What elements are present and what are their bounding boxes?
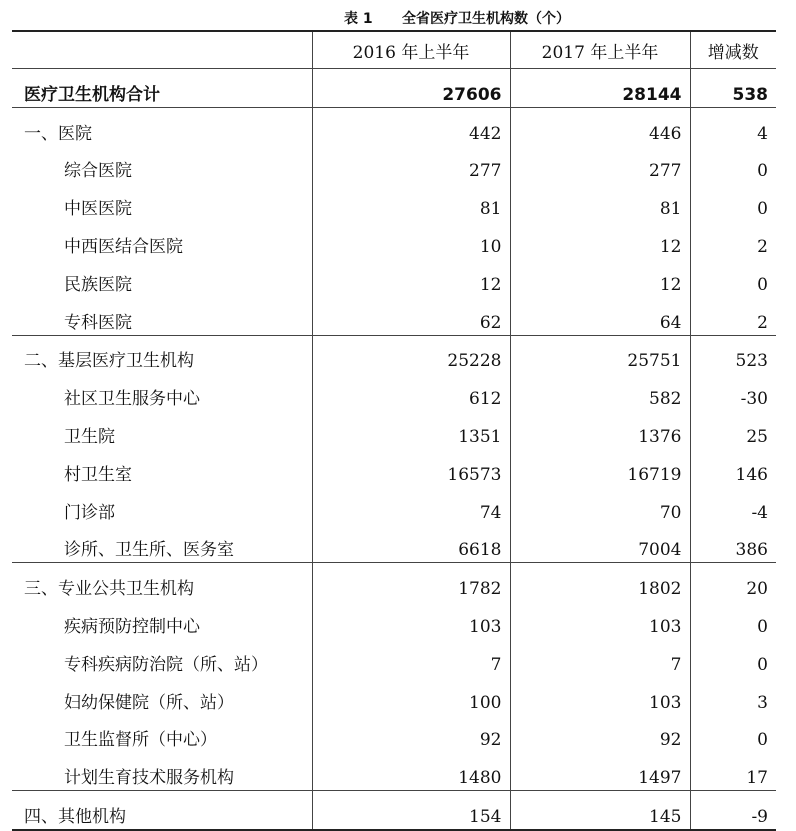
header-row	[12, 31, 776, 69]
row-label: 民族医院	[64, 274, 132, 295]
value-2016: 100	[312, 677, 510, 715]
value-2017: 1802	[510, 563, 690, 601]
row-label: 疾病预防控制中心	[64, 616, 200, 637]
table-row	[12, 221, 776, 259]
table-row	[12, 335, 776, 373]
table-row	[12, 791, 776, 830]
value-2016: 27606	[312, 69, 510, 108]
row-label: 专科医院	[64, 312, 132, 333]
table-row	[12, 525, 776, 563]
table-title: 全省医疗卫生机构数（个）	[402, 11, 570, 27]
value-2016: 1351	[312, 411, 510, 449]
value-diff: 0	[690, 259, 776, 297]
table-row	[12, 639, 776, 677]
value-2016: 103	[312, 601, 510, 639]
row-label: 综合医院	[64, 161, 132, 182]
value-2017: 103	[510, 677, 690, 715]
value-2017: 446	[510, 107, 690, 145]
data-table	[12, 30, 776, 831]
value-2017: 28144	[510, 69, 690, 108]
table-caption	[0, 6, 796, 28]
row-label: 医疗卫生机构合计	[12, 69, 312, 108]
value-2016: 442	[312, 107, 510, 145]
row-label: 四、其他机构	[12, 791, 312, 830]
value-2016: 1480	[312, 752, 510, 790]
table-row	[12, 297, 776, 335]
row-label: 诊所、卫生所、医务室	[64, 540, 234, 561]
header-2016: 2016 年上半年	[312, 31, 510, 69]
value-2016: 154	[312, 791, 510, 830]
row-label: 三、专业公共卫生机构	[12, 563, 312, 601]
row-label: 妇幼保健院（所、站）	[64, 692, 234, 713]
value-2016: 25228	[312, 335, 510, 373]
value-diff: -4	[690, 487, 776, 525]
value-2016: 92	[312, 715, 510, 753]
value-2017: 12	[510, 259, 690, 297]
table-row	[12, 715, 776, 753]
value-2016: 16573	[312, 449, 510, 487]
value-diff: 4	[690, 107, 776, 145]
value-diff: 0	[690, 146, 776, 184]
table-row	[12, 411, 776, 449]
value-2017: 12	[510, 221, 690, 259]
row-label: 一、医院	[24, 123, 92, 144]
value-2017: 70	[510, 487, 690, 525]
value-2016: 81	[312, 183, 510, 221]
table-row	[12, 677, 776, 715]
value-2016: 7	[312, 639, 510, 677]
table-row	[12, 449, 776, 487]
value-2016: 6618	[312, 525, 510, 563]
table-row	[12, 259, 776, 297]
value-2016: 74	[312, 487, 510, 525]
table-row	[12, 601, 776, 639]
value-2016: 62	[312, 297, 510, 335]
value-2017: 25751	[510, 335, 690, 373]
value-diff: 2	[690, 297, 776, 335]
value-diff: 0	[690, 601, 776, 639]
row-label: 中医医院	[64, 199, 132, 220]
value-2017: 145	[510, 791, 690, 830]
value-2017: 81	[510, 183, 690, 221]
header-diff: 增减数	[690, 31, 776, 69]
row-label: 社区卫生服务中心	[64, 389, 200, 410]
value-diff: 538	[690, 69, 776, 108]
value-2017: 7	[510, 639, 690, 677]
value-2017: 1497	[510, 752, 690, 790]
value-diff: -30	[690, 373, 776, 411]
table-row	[12, 107, 776, 145]
table-number: 表 1	[344, 11, 373, 27]
value-2017: 64	[510, 297, 690, 335]
value-diff: 146	[690, 449, 776, 487]
value-diff: 523	[690, 335, 776, 373]
table-row	[12, 752, 776, 790]
table-row	[12, 563, 776, 601]
table-row	[12, 373, 776, 411]
value-2016: 277	[312, 146, 510, 184]
value-2016: 10	[312, 221, 510, 259]
table-row	[12, 183, 776, 221]
value-diff: 20	[690, 563, 776, 601]
value-2017: 582	[510, 373, 690, 411]
table-row	[12, 146, 776, 184]
value-2017: 1376	[510, 411, 690, 449]
value-2017: 277	[510, 146, 690, 184]
value-diff: 17	[690, 752, 776, 790]
value-2017: 103	[510, 601, 690, 639]
value-diff: 386	[690, 525, 776, 563]
value-2017: 92	[510, 715, 690, 753]
value-2016: 612	[312, 373, 510, 411]
value-2017: 16719	[510, 449, 690, 487]
row-label: 专科疾病防治院（所、站）	[64, 654, 268, 675]
value-2016: 12	[312, 259, 510, 297]
row-label: 卫生院	[64, 426, 115, 447]
table-row-total	[12, 69, 776, 108]
value-diff: 0	[690, 183, 776, 221]
row-label: 村卫生室	[64, 464, 132, 485]
row-label: 计划生育技术服务机构	[64, 768, 234, 789]
header-2017: 2017 年上半年	[510, 31, 690, 69]
row-label: 二、基层医疗卫生机构	[12, 335, 312, 373]
value-diff: 0	[690, 639, 776, 677]
row-label: 门诊部	[64, 502, 115, 523]
value-diff: 3	[690, 677, 776, 715]
value-diff: 25	[690, 411, 776, 449]
row-label: 卫生监督所（中心）	[64, 730, 217, 751]
value-diff: -9	[690, 791, 776, 830]
value-2016: 1782	[312, 563, 510, 601]
table-row	[12, 487, 776, 525]
row-label: 中西医结合医院	[64, 236, 183, 257]
value-diff: 2	[690, 221, 776, 259]
value-diff: 0	[690, 715, 776, 753]
value-2017: 7004	[510, 525, 690, 563]
header-blank	[12, 31, 312, 69]
